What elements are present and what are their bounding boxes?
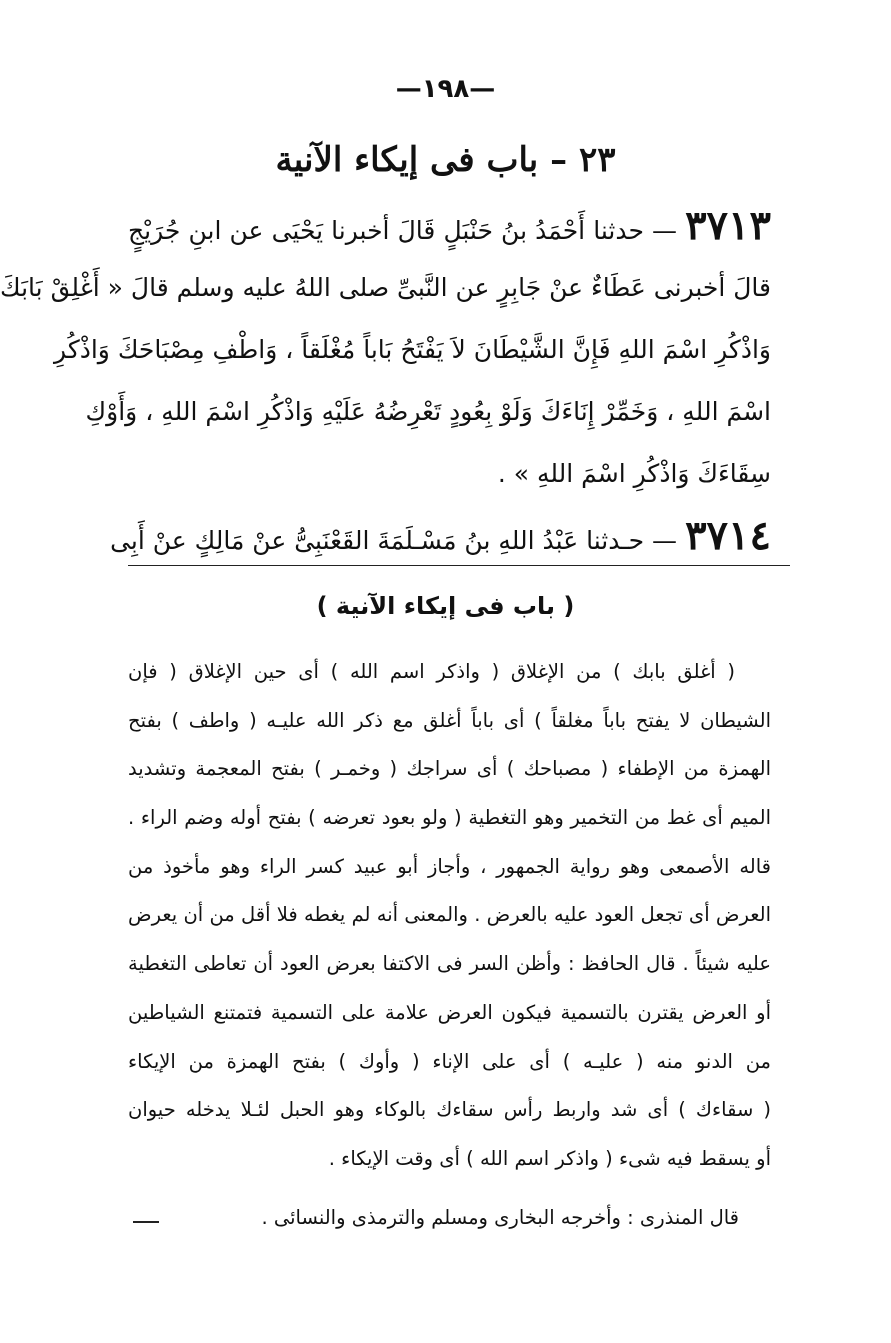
chapter-title: ٢٣ – باب فى إيكاء الآنية [275,140,616,180]
commentary-line: عليه شيئاً . قال الحافظ : وأظن السر فى الاكتفا بعرض العود أن تعاطى التغطية [128,952,771,976]
hadith-line-text: — حـدثنا عَبْدُ اللهِ بنُ مَسْـلَمَةَ القَعْنَبِىُّ عنْ مَالِكٍ عنْ أَبِى [110,526,678,555]
hadith-line: سِقَاءَكَ وَاذْكُرِ اسْمَ اللهِ » . [497,459,771,488]
hadith-line-text: — حدثنا أَحْمَدُ بنُ حَنْبَلٍ قَالَ أخبرنا يَحْيَى عن ابنِ جُرَيْجٍ [128,216,678,245]
hadith-line: اسْمَ اللهِ ، وَخَمِّرْ إِنَاءَكَ وَلَوْ بِعُودٍ تَعْرِضُهُ عَلَيْهِ وَاذْكُرِ اسْمَ اللهِ ، وَأَوْكِ [85,397,771,426]
commentary-line: الشيطان لا يفتح باباً مغلقاً ) أى باباً أغلق مع ذكر الله عليـه ( واطف ) بفتح [128,708,771,732]
commentary [128,648,771,1184]
commentary-line: العرض أى تجعل العود عليه بالعرض . والمعنى أنه لم يغطه فلا أقل من أن يعرض [128,903,771,927]
hadith-line: قالَ أخبرنى عَطَاءٌ عنْ جَابِرٍ عن النَّبىِّ صلى اللهُ عليه وسلم قالَ « أَغْلِقْ بَابَكَ [0,273,771,302]
commentary-line: من الدنو منه ( عليـه ) أى على الإناء ( وأوك ) بفتح الهمزة من الإيكاء [128,1049,771,1073]
hadith-number: ٣٧١٤ [685,512,771,559]
mundhiri-note: قال المنذرى : وأخرجه البخارى ومسلم والترمذى والنسائى . [261,1206,739,1229]
hadith-line: وَاذْكُرِ اسْمَ اللهِ فَإِنَّ الشَّيْطَانَ لاَ يَفْتَحُ بَاباً مُغْلَقاً ، وَاطْفِ مِصْبَاحَكَ وَاذْكُرِ [54,335,771,364]
commentary-line: قاله الأصمعى وهو رواية الجمهور ، وأجاز أبو عبيد كسر الراء وهو مأخوذ من [128,854,771,878]
end-dash [133,1221,159,1223]
commentary-line: الميم أى غط من التخمير وهو التغطية ( ولو بعود تعرضه ) بفتح أوله وضم الراء . [128,806,771,830]
commentary-line: ( سقاءك ) أى شد واربط رأس سقاءك بالوكاء وهو الحبل لئـلا يدخله حيوان [128,1098,771,1122]
footnote-divider [128,565,790,566]
page-number: —١٩٨— [395,74,496,104]
hadith-line [128,195,771,257]
commentary-line: أو يسقط فيه شىء ( واذكر اسم الله ) أى وقت الإيكاء . [328,1146,771,1170]
commentary-line: الهمزة من الإطفاء ( مصباحك ) أى سراجك ( وخمـر ) بفتح المعجمة وتشديد [128,757,771,781]
hadith-text [0,195,771,567]
commentary-line: أو العرض يقترن بالتسمية فيكون العرض علامة على التسمية فتمتنع الشياطين [128,1000,771,1024]
commentary-title: ( باب فى إيكاء الآنية ) [316,592,575,620]
commentary-line: ( أغلق بابك ) من الإغلاق ( واذكر اسم الله ) أى حين الإغلاق ( فإن [128,660,735,683]
hadith-number: ٣٧١٣ [685,202,771,249]
hadith-line [110,505,771,567]
